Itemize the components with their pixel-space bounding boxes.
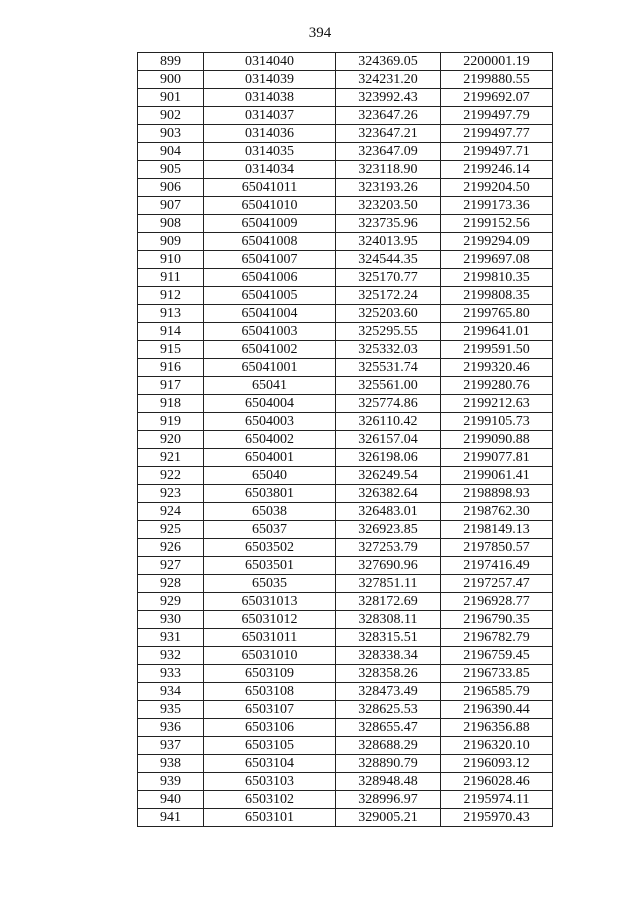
y-coordinate-cell: 2199294.09 [441, 233, 553, 251]
x-coordinate-cell: 324013.95 [336, 233, 441, 251]
coordinates-table-body [138, 53, 553, 827]
table-row [138, 467, 553, 485]
table-row [138, 809, 553, 827]
y-coordinate-cell: 2197257.47 [441, 575, 553, 593]
y-coordinate-cell: 2199212.63 [441, 395, 553, 413]
x-coordinate-cell: 325295.55 [336, 323, 441, 341]
y-coordinate-cell: 2198762.30 [441, 503, 553, 521]
x-coordinate-cell: 328688.29 [336, 737, 441, 755]
table-row [138, 395, 553, 413]
point-id-cell: 0314034 [204, 161, 336, 179]
y-coordinate-cell: 2196585.79 [441, 683, 553, 701]
y-coordinate-cell: 2199697.08 [441, 251, 553, 269]
table-row [138, 305, 553, 323]
point-id-cell: 0314037 [204, 107, 336, 125]
row-number-cell: 938 [138, 755, 204, 773]
table-row [138, 287, 553, 305]
point-id-cell: 6503104 [204, 755, 336, 773]
y-coordinate-cell: 2199692.07 [441, 89, 553, 107]
x-coordinate-cell: 326249.54 [336, 467, 441, 485]
table-row [138, 341, 553, 359]
y-coordinate-cell: 2196928.77 [441, 593, 553, 611]
y-coordinate-cell: 2196028.46 [441, 773, 553, 791]
point-id-cell: 6504001 [204, 449, 336, 467]
x-coordinate-cell: 328315.51 [336, 629, 441, 647]
table-row [138, 53, 553, 71]
x-coordinate-cell: 328625.53 [336, 701, 441, 719]
point-id-cell: 6503108 [204, 683, 336, 701]
point-id-cell: 65031010 [204, 647, 336, 665]
point-id-cell: 0314035 [204, 143, 336, 161]
table-row [138, 359, 553, 377]
table-row [138, 503, 553, 521]
y-coordinate-cell: 2199497.77 [441, 125, 553, 143]
x-coordinate-cell: 327253.79 [336, 539, 441, 557]
x-coordinate-cell: 328996.97 [336, 791, 441, 809]
point-id-cell: 65035 [204, 575, 336, 593]
y-coordinate-cell: 2199497.79 [441, 107, 553, 125]
table-row [138, 683, 553, 701]
x-coordinate-cell: 324544.35 [336, 251, 441, 269]
point-id-cell: 0314036 [204, 125, 336, 143]
x-coordinate-cell: 325561.00 [336, 377, 441, 395]
row-number-cell: 913 [138, 305, 204, 323]
y-coordinate-cell: 2196320.10 [441, 737, 553, 755]
y-coordinate-cell: 2199497.71 [441, 143, 553, 161]
row-number-cell: 920 [138, 431, 204, 449]
x-coordinate-cell: 328308.11 [336, 611, 441, 629]
table-row [138, 701, 553, 719]
point-id-cell: 0314040 [204, 53, 336, 71]
point-id-cell: 65041006 [204, 269, 336, 287]
x-coordinate-cell: 323647.21 [336, 125, 441, 143]
table-row [138, 413, 553, 431]
row-number-cell: 905 [138, 161, 204, 179]
y-coordinate-cell: 2196782.79 [441, 629, 553, 647]
x-coordinate-cell: 323992.43 [336, 89, 441, 107]
point-id-cell: 6503109 [204, 665, 336, 683]
point-id-cell: 65041005 [204, 287, 336, 305]
table-row [138, 143, 553, 161]
table-row [138, 719, 553, 737]
point-id-cell: 6503107 [204, 701, 336, 719]
x-coordinate-cell: 328338.34 [336, 647, 441, 665]
x-coordinate-cell: 323118.90 [336, 161, 441, 179]
y-coordinate-cell: 2199320.46 [441, 359, 553, 377]
point-id-cell: 6504003 [204, 413, 336, 431]
row-number-cell: 906 [138, 179, 204, 197]
point-id-cell: 6503101 [204, 809, 336, 827]
row-number-cell: 921 [138, 449, 204, 467]
point-id-cell: 6503106 [204, 719, 336, 737]
row-number-cell: 918 [138, 395, 204, 413]
x-coordinate-cell: 326198.06 [336, 449, 441, 467]
point-id-cell: 65041002 [204, 341, 336, 359]
x-coordinate-cell: 325531.74 [336, 359, 441, 377]
point-id-cell: 65041009 [204, 215, 336, 233]
row-number-cell: 935 [138, 701, 204, 719]
table-row [138, 629, 553, 647]
row-number-cell: 929 [138, 593, 204, 611]
y-coordinate-cell: 2199152.56 [441, 215, 553, 233]
x-coordinate-cell: 328655.47 [336, 719, 441, 737]
table-row [138, 269, 553, 287]
x-coordinate-cell: 329005.21 [336, 809, 441, 827]
table-row [138, 539, 553, 557]
point-id-cell: 65038 [204, 503, 336, 521]
y-coordinate-cell: 2199061.41 [441, 467, 553, 485]
table-row [138, 575, 553, 593]
y-coordinate-cell: 2196759.45 [441, 647, 553, 665]
point-id-cell: 6503502 [204, 539, 336, 557]
y-coordinate-cell: 2196733.85 [441, 665, 553, 683]
point-id-cell: 65041004 [204, 305, 336, 323]
row-number-cell: 917 [138, 377, 204, 395]
table-row [138, 773, 553, 791]
x-coordinate-cell: 326110.42 [336, 413, 441, 431]
table-row [138, 557, 553, 575]
table-row [138, 593, 553, 611]
x-coordinate-cell: 325203.60 [336, 305, 441, 323]
table-row [138, 251, 553, 269]
table-row [138, 89, 553, 107]
x-coordinate-cell: 327851.11 [336, 575, 441, 593]
y-coordinate-cell: 2199173.36 [441, 197, 553, 215]
x-coordinate-cell: 328948.48 [336, 773, 441, 791]
x-coordinate-cell: 323647.26 [336, 107, 441, 125]
row-number-cell: 936 [138, 719, 204, 737]
row-number-cell: 909 [138, 233, 204, 251]
point-id-cell: 0314039 [204, 71, 336, 89]
x-coordinate-cell: 328172.69 [336, 593, 441, 611]
row-number-cell: 933 [138, 665, 204, 683]
x-coordinate-cell: 328358.26 [336, 665, 441, 683]
point-id-cell: 65041007 [204, 251, 336, 269]
y-coordinate-cell: 2197850.57 [441, 539, 553, 557]
row-number-cell: 926 [138, 539, 204, 557]
table-row [138, 611, 553, 629]
y-coordinate-cell: 2199641.01 [441, 323, 553, 341]
point-id-cell: 6503102 [204, 791, 336, 809]
row-number-cell: 939 [138, 773, 204, 791]
table-row [138, 107, 553, 125]
point-id-cell: 65041011 [204, 179, 336, 197]
table-row [138, 71, 553, 89]
y-coordinate-cell: 2196356.88 [441, 719, 553, 737]
row-number-cell: 940 [138, 791, 204, 809]
point-id-cell: 6503801 [204, 485, 336, 503]
point-id-cell: 65041003 [204, 323, 336, 341]
x-coordinate-cell: 328473.49 [336, 683, 441, 701]
row-number-cell: 915 [138, 341, 204, 359]
x-coordinate-cell: 323203.50 [336, 197, 441, 215]
coordinates-table [137, 52, 553, 827]
table-row [138, 125, 553, 143]
x-coordinate-cell: 323193.26 [336, 179, 441, 197]
y-coordinate-cell: 2196093.12 [441, 755, 553, 773]
point-id-cell: 6504004 [204, 395, 336, 413]
y-coordinate-cell: 2199280.76 [441, 377, 553, 395]
table-row [138, 791, 553, 809]
x-coordinate-cell: 323735.96 [336, 215, 441, 233]
table-row [138, 161, 553, 179]
row-number-cell: 930 [138, 611, 204, 629]
x-coordinate-cell: 325332.03 [336, 341, 441, 359]
table-row [138, 737, 553, 755]
row-number-cell: 941 [138, 809, 204, 827]
row-number-cell: 924 [138, 503, 204, 521]
point-id-cell: 65037 [204, 521, 336, 539]
x-coordinate-cell: 326157.04 [336, 431, 441, 449]
row-number-cell: 922 [138, 467, 204, 485]
y-coordinate-cell: 2199090.88 [441, 431, 553, 449]
point-id-cell: 65031013 [204, 593, 336, 611]
y-coordinate-cell: 2199591.50 [441, 341, 553, 359]
row-number-cell: 937 [138, 737, 204, 755]
row-number-cell: 923 [138, 485, 204, 503]
row-number-cell: 904 [138, 143, 204, 161]
table-row [138, 215, 553, 233]
x-coordinate-cell: 325170.77 [336, 269, 441, 287]
row-number-cell: 907 [138, 197, 204, 215]
row-number-cell: 931 [138, 629, 204, 647]
y-coordinate-cell: 2199880.55 [441, 71, 553, 89]
row-number-cell: 925 [138, 521, 204, 539]
row-number-cell: 910 [138, 251, 204, 269]
row-number-cell: 928 [138, 575, 204, 593]
point-id-cell: 65041001 [204, 359, 336, 377]
point-id-cell: 65040 [204, 467, 336, 485]
row-number-cell: 903 [138, 125, 204, 143]
row-number-cell: 911 [138, 269, 204, 287]
table-row [138, 233, 553, 251]
table-row [138, 197, 553, 215]
y-coordinate-cell: 2196790.35 [441, 611, 553, 629]
y-coordinate-cell: 2198149.13 [441, 521, 553, 539]
table-row [138, 485, 553, 503]
point-id-cell: 6503103 [204, 773, 336, 791]
point-id-cell: 65041010 [204, 197, 336, 215]
y-coordinate-cell: 2199765.80 [441, 305, 553, 323]
table-row [138, 755, 553, 773]
table-row [138, 377, 553, 395]
row-number-cell: 899 [138, 53, 204, 71]
y-coordinate-cell: 2196390.44 [441, 701, 553, 719]
point-id-cell: 65041 [204, 377, 336, 395]
table-row [138, 521, 553, 539]
y-coordinate-cell: 2199810.35 [441, 269, 553, 287]
point-id-cell: 65031012 [204, 611, 336, 629]
x-coordinate-cell: 323647.09 [336, 143, 441, 161]
row-number-cell: 900 [138, 71, 204, 89]
table-row [138, 179, 553, 197]
x-coordinate-cell: 326923.85 [336, 521, 441, 539]
x-coordinate-cell: 326382.64 [336, 485, 441, 503]
row-number-cell: 908 [138, 215, 204, 233]
y-coordinate-cell: 2198898.93 [441, 485, 553, 503]
row-number-cell: 912 [138, 287, 204, 305]
y-coordinate-cell: 2200001.19 [441, 53, 553, 71]
x-coordinate-cell: 325172.24 [336, 287, 441, 305]
x-coordinate-cell: 326483.01 [336, 503, 441, 521]
table-row [138, 449, 553, 467]
x-coordinate-cell: 327690.96 [336, 557, 441, 575]
row-number-cell: 919 [138, 413, 204, 431]
x-coordinate-cell: 324231.20 [336, 71, 441, 89]
y-coordinate-cell: 2199246.14 [441, 161, 553, 179]
y-coordinate-cell: 2195970.43 [441, 809, 553, 827]
page-number: 394 [308, 25, 332, 41]
table-row [138, 647, 553, 665]
table-row [138, 323, 553, 341]
y-coordinate-cell: 2195974.11 [441, 791, 553, 809]
table-row [138, 665, 553, 683]
y-coordinate-cell: 2199077.81 [441, 449, 553, 467]
row-number-cell: 902 [138, 107, 204, 125]
row-number-cell: 927 [138, 557, 204, 575]
row-number-cell: 916 [138, 359, 204, 377]
table-row [138, 431, 553, 449]
point-id-cell: 6503501 [204, 557, 336, 575]
row-number-cell: 901 [138, 89, 204, 107]
x-coordinate-cell: 324369.05 [336, 53, 441, 71]
row-number-cell: 914 [138, 323, 204, 341]
row-number-cell: 932 [138, 647, 204, 665]
point-id-cell: 0314038 [204, 89, 336, 107]
point-id-cell: 6503105 [204, 737, 336, 755]
x-coordinate-cell: 328890.79 [336, 755, 441, 773]
row-number-cell: 934 [138, 683, 204, 701]
y-coordinate-cell: 2199204.50 [441, 179, 553, 197]
y-coordinate-cell: 2199105.73 [441, 413, 553, 431]
point-id-cell: 65041008 [204, 233, 336, 251]
x-coordinate-cell: 325774.86 [336, 395, 441, 413]
point-id-cell: 65031011 [204, 629, 336, 647]
y-coordinate-cell: 2199808.35 [441, 287, 553, 305]
y-coordinate-cell: 2197416.49 [441, 557, 553, 575]
point-id-cell: 6504002 [204, 431, 336, 449]
